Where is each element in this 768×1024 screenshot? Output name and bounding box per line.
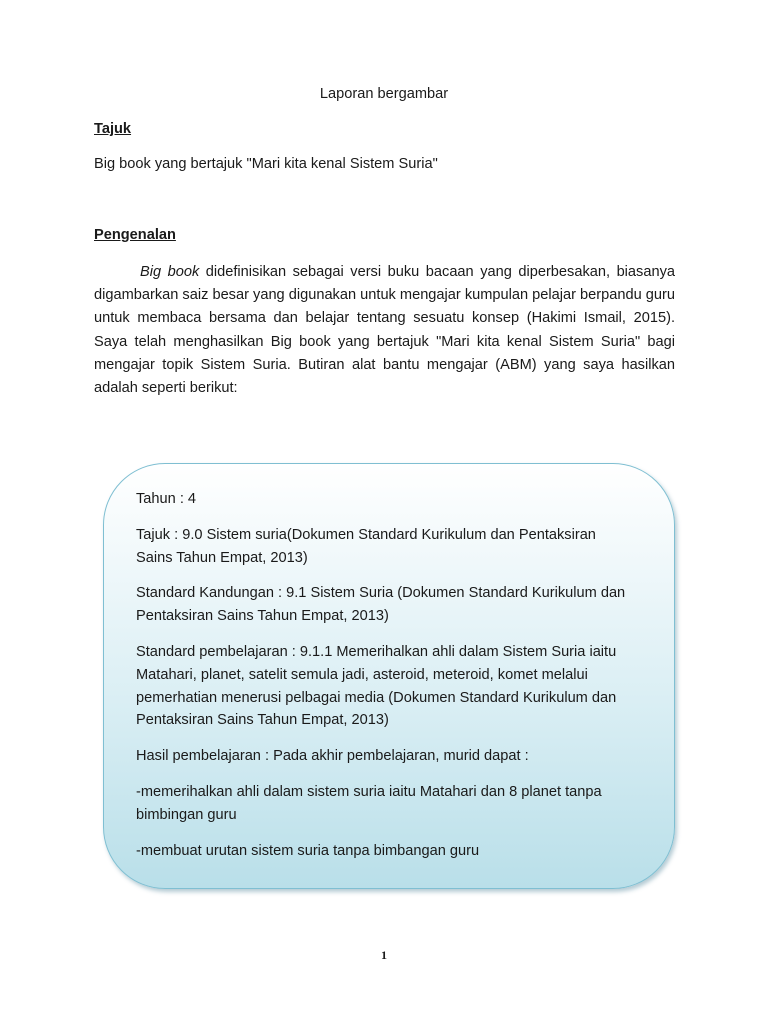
- abm-item-hasil-pembelajaran: Hasil pembelajaran : Pada akhir pembelajaran, murid dapat :: [136, 748, 529, 765]
- intro-paragraph: [94, 261, 675, 400]
- abm-details-box: [103, 463, 675, 889]
- tajuk-text: Big book yang bertajuk "Mari kita kenal Sistem Suria": [94, 156, 438, 172]
- tajuk-heading: Tajuk: [94, 121, 132, 137]
- abm-item-outcome-2: -membuat urutan sistem suria tanpa bimbangan guru: [136, 842, 480, 859]
- abm-details-list: [136, 488, 636, 875]
- abm-item-tajuk: Tajuk : 9.0 Sistem suria(Dokumen Standard Kurikulum dan Pentaksiran Sains Tahun Empat, 2013): [136, 526, 596, 566]
- intro-body-text: didefinisikan sebagai versi buku bacaan yang diperbesakan, biasanya digambarkan saiz besar yang digunakan untuk mengajar kumpulan pelajar berpandu guru untuk membaca bersama dan belajar tentang sesuatu konsep (Hakimi Ismail, 2015). Saya telah menghasilkan Big book yang bertajuk "Mari kita kenal Sistem Suria" bagi mengajar topik Sistem Suria. Butiran alat bantu mengajar (ABM) yang saya hasilkan adalah seperti berikut:: [94, 264, 675, 397]
- abm-item-standard-kandungan: Standard Kandungan : 9.1 Sistem Suria (Dokumen Standard Kurikulum dan Pentaksiran Sains Tahun Empat, 2013): [136, 585, 626, 625]
- document-title: Laporan bergambar: [319, 86, 449, 102]
- abm-item-standard-pembelajaran: Standard pembelajaran : 9.1.1 Memerihalkan ahli dalam Sistem Suria iaitu Matahari, planet, satelit semula jadi, asteroid, meteroid, komet melalui pemerhatian menerusi pelbagai media (Dokumen Standard Kurikulum dan Pentaksiran Sains Tahun Empat, 2013): [136, 643, 617, 729]
- intro-italic-term: Big book: [140, 264, 200, 280]
- pengenalan-heading: Pengenalan: [94, 227, 176, 243]
- page-number: 1: [381, 948, 387, 962]
- abm-item-outcome-1: -memerihalkan ahli dalam sistem suria iaitu Matahari dan 8 planet tanpa bimbingan guru: [136, 783, 602, 823]
- abm-item-tahun: Tahun : 4: [136, 491, 197, 507]
